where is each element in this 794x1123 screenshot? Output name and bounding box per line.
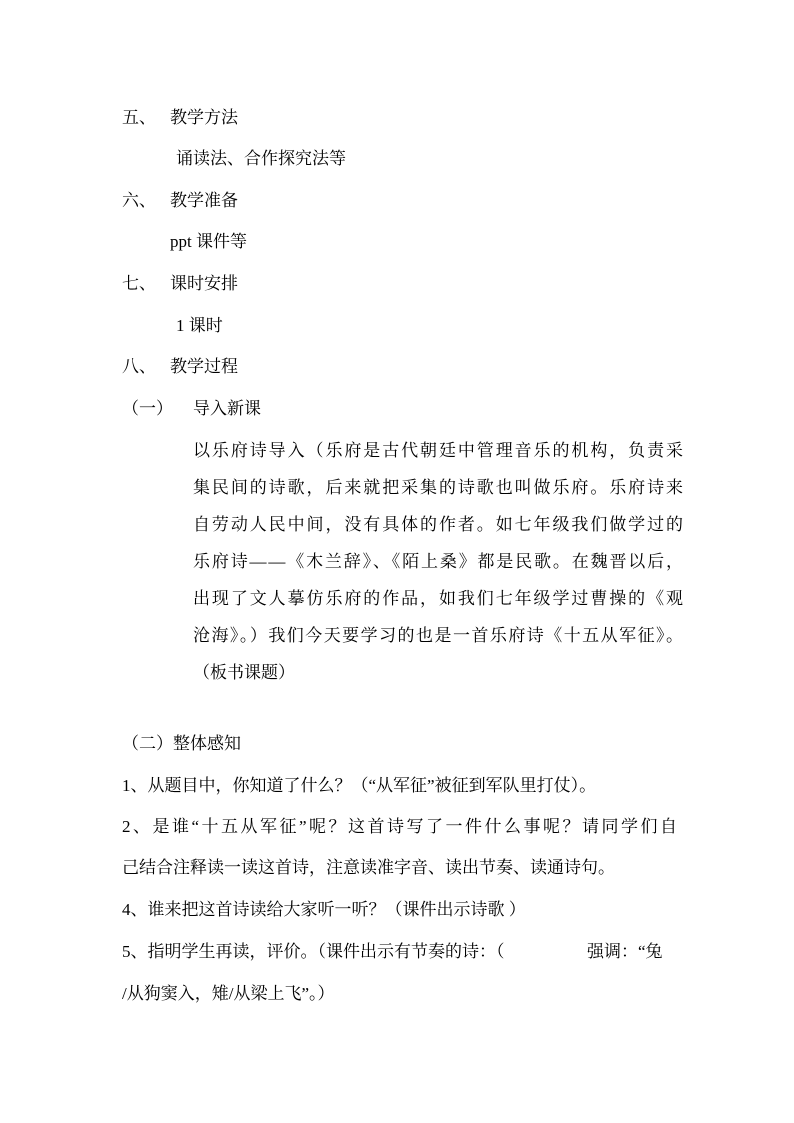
part-2-item-5-emphasis: 强调：“兔 (587, 942, 663, 961)
section-7-title: 课时安排 (170, 274, 238, 293)
section-5-number: 五、 (122, 108, 156, 127)
paragraph-line: 乐府诗——《木兰辞》、《陌上桑》都是民歌。在魏晋以后， (193, 552, 685, 571)
paragraph-line: 出现了文人摹仿乐府的作品，如我们七年级学过曹操的《观 (193, 589, 685, 608)
paragraph-line: 集民间的诗歌，后来就把采集的诗歌也叫做乐府。乐府诗来 (193, 478, 685, 497)
section-5-title: 教学方法 (170, 108, 238, 127)
paragraph-line: （板书课题） (193, 663, 295, 682)
section-5-content: 诵读法、合作探究法等 (176, 149, 346, 168)
paragraph-line: 自劳动人民中间，没有具体的作者。如七年级我们做学过的 (193, 515, 685, 534)
part-1-number: （一） (122, 399, 173, 418)
paragraph-line: 沧海》。）我们今天要学习的也是一首乐府诗《十五从军征》。 (193, 626, 685, 645)
paragraph-line: 以乐府诗导入（乐府是古代朝廷中管理音乐的机构，负责采 (193, 441, 685, 460)
part-2-item-1: 1、从题目中，你知道了什么？（“从军征”被征到军队里打仗）。 (122, 776, 597, 795)
part-2-item-2-continued: 己结合注释读一读这首诗，注意读准字音、读出节奏、读通诗句。 (122, 858, 615, 877)
section-8-number: 八、 (122, 357, 156, 376)
section-6-title: 教学准备 (170, 191, 238, 210)
section-7-number: 七、 (122, 274, 156, 293)
part-1-title: 导入新课 (193, 399, 261, 418)
part-2-item-4: 4、谁来把这首诗读给大家听一听？（课件出示诗歌 ） (122, 900, 526, 919)
section-7-content: 1 课时 (176, 316, 223, 335)
part-2-item-5-continued: /从狗窦入，雉/从梁上飞”。） (122, 984, 335, 1003)
part-2-title: （二）整体感知 (122, 734, 241, 753)
section-6-number: 六、 (122, 191, 156, 210)
part-1-paragraph (193, 440, 683, 699)
part-2-item-5: 5、指明学生再读，评价。（课件出示有节奏的诗：（ (122, 942, 505, 961)
section-8-title: 教学过程 (170, 357, 238, 376)
section-6-content: ppt 课件等 (170, 232, 247, 251)
part-2-item-2: 2、是谁“十五从军征”呢？这首诗写了一件什么事呢？请同学们自 (122, 817, 680, 836)
